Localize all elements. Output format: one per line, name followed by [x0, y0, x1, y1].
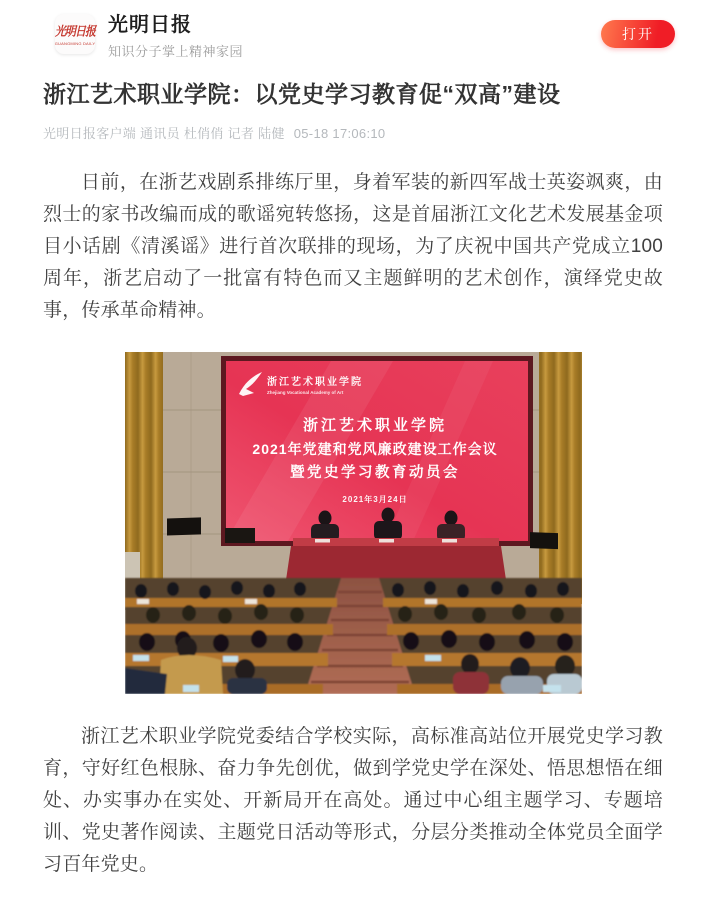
article-title: 浙江艺术职业学院：以党史学习教育促“双高”建设 [43, 81, 561, 107]
screen-logo-text: 浙江艺术职业学院 [266, 377, 363, 389]
screen-date: 2021年3月24日 [341, 495, 408, 505]
screen-title-line3: 暨党史学习教育动员会 [289, 465, 460, 482]
byline-authors: 光明日报客户端 通讯员 杜俏俏 记者 陆健 [43, 126, 285, 142]
guangming-daily-logo[interactable] [55, 14, 95, 54]
screen-logo-subtext: Zhejiang Vocational Academy of Art [266, 390, 343, 396]
open-app-button[interactable]: 打开 [601, 20, 675, 48]
app-name: 光明日报 [108, 14, 192, 36]
screen-title-line1: 浙江艺术职业学院 [302, 417, 447, 435]
article [0, 79, 706, 881]
app-header [0, 0, 706, 64]
conference-photo-illustration [125, 352, 582, 694]
photo-audience [125, 578, 582, 694]
publish-timestamp: 05-18 17:06:10 [293, 126, 386, 142]
article-byline [43, 123, 663, 142]
header-titles [108, 8, 243, 60]
article-paragraph-2: 浙江艺术职业学院党委结合学校实际，高标准高站位开展党史学习教育，守好红色根脉、奋力争先创优，做到学党史学在深处、悟思想悟在细处、办实事办在实处、开新局开在高处。通过中心组主题学习、专题培训、党史著作阅读、主题党日活动等形式，分层分类推动全体党员全面学习百年党史。 [43, 726, 663, 876]
app-tagline: 知识分子掌上精神家园 [108, 44, 244, 59]
screen-title-line2: 2021年党建和党风廉政建设工作会议 [251, 441, 498, 458]
logo-calligraphy-text: 光明日报 [55, 24, 95, 39]
logo-english-text: GUANGMING DAILY [54, 40, 96, 46]
photo-right-curtain [539, 352, 582, 604]
article-photo[interactable] [43, 352, 663, 694]
article-paragraph-1: 日前，在浙艺戏剧系排练厅里，身着军装的新四军战士英姿飒爽，由烈士的家书改编而成的歌谣宛转悠扬，这是首届浙江文化艺术发展基金项目小话剧《清溪谣》进行首次联排的现场，为了庆祝中国共产党成立100周年，浙艺启动了一批富有特色而又主题鲜明的艺术创作，演绎党史故事，传承革命精神。 [43, 172, 663, 322]
